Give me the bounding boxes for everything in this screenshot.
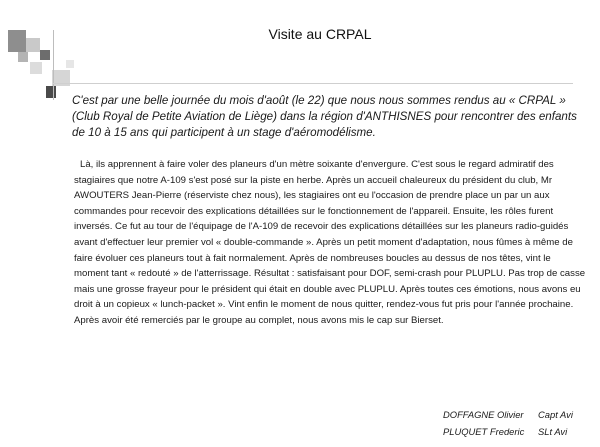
decorative-square bbox=[30, 62, 42, 74]
decorative-square bbox=[18, 52, 28, 62]
intro-paragraph: C'est par une belle journée du mois d'août (le 22) que nous nous sommes rendus au « CRPAL » (Club Royal de Petite Aviation de Liège) dans la région d'ANTHISNES pour rencontrer des enfants de 10 à 15 ans qui participent à un stage d'aéromodélisme. bbox=[72, 94, 577, 139]
body-paragraph-text: Là, ils apprennent à faire voler des planeurs d'un mètre soixante d'envergure. C'est sous le regard admiratif des stagiaires que notre A-109 s'est posé sur la piste en herbe. Après un accueil chaleureux du président du club, Mr AWOUTERS Jean-Pierre (réserviste chez nous), les stagiaires ont eu l'occasion de prendre place un par un aux commandes pour recevoir des explications détaillées sur le fonctionnement de l'appareil. Ensuite, les rôles furent inversés. Ce fut au tour de l'équipage de l'A-109 de recevoir des explications détaillées sur les planeurs radio-guidés avant d'effectuer leur premier vol « double-commande ». Après un petit moment d'adaptation, nous fûmes à même de faire évoluer ces planeurs tout à fait normalement. Après de nombreuses boucles au dessus de nos têtes, vint le moment tant « redouté » de l'atterrissage. Résultat : satisfaisant pour DOF, semi-crash pour PLUPLU. Pas trop de casse mais une grosse frayeur pour le président qui était en double avec PLUPLU. Après toutes ces émotions, nous avons eu droit à un copieux « lunch-packet ». Vint enfin le moment de nous quitter, rendez-vous fut pris pour l'année prochaine. Après avoir été remerciés par le groupe au complet, nous avons mis le cap sur Bierset. bbox=[74, 159, 586, 326]
body-paragraph bbox=[74, 157, 586, 329]
signature-name: PLUQUET Frederic bbox=[443, 426, 525, 437]
signature-name: DOFFAGNE Olivier bbox=[443, 409, 524, 420]
decorative-square bbox=[46, 86, 56, 98]
decorative-square bbox=[66, 60, 74, 68]
decorative-square bbox=[40, 50, 50, 60]
decorative-horizontal-rule bbox=[53, 83, 573, 84]
signature-rank: Capt Avi bbox=[538, 409, 573, 420]
signature-line bbox=[443, 426, 568, 437]
signature-rank: SLt Avi bbox=[538, 426, 568, 437]
signature-line bbox=[443, 409, 573, 420]
page-title: Visite au CRPAL bbox=[268, 26, 372, 42]
